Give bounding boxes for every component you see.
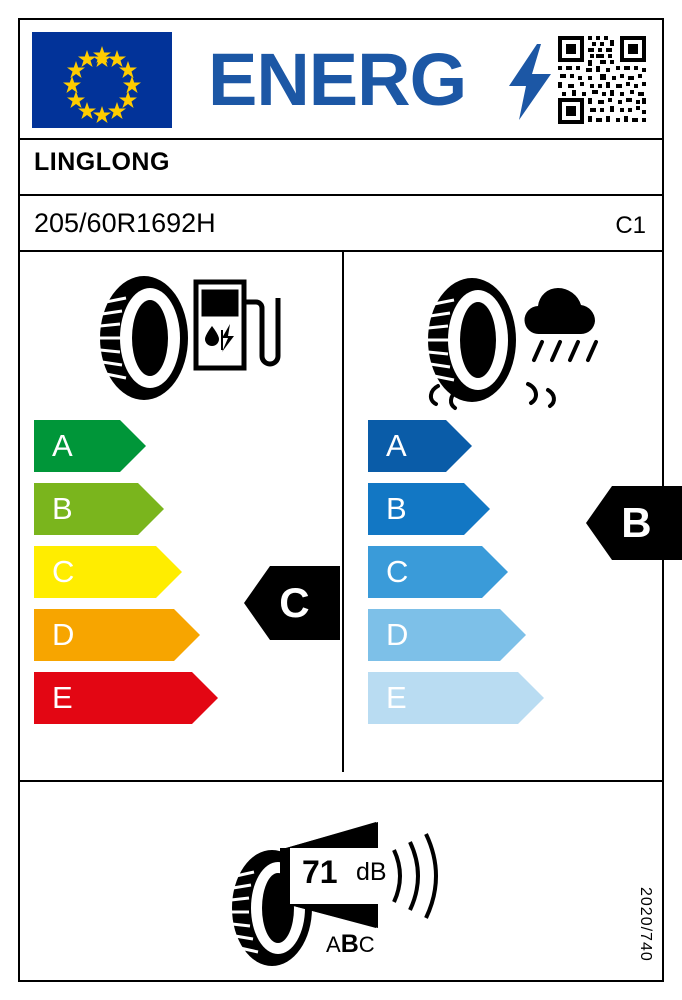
wet-grade-value: B [621,499,652,546]
tyre-size: 205/60R1692H [34,208,216,238]
fuel-band-e-letter: E [52,680,73,715]
divider-top [20,138,662,140]
fuel-band-a-letter: A [52,428,73,463]
divider-size [20,250,662,252]
energy-wordmark: ENERG [208,38,467,121]
noise-class-b: B [340,930,359,958]
noise-class-a: A [326,932,341,957]
wet-band-c-letter: C [386,554,409,589]
wet-band-e-letter: E [386,680,407,715]
noise-section [226,812,456,972]
fuel-pump-icon [92,268,292,413]
wet-grade-marker [586,486,682,560]
divider-noise [20,780,662,782]
center-divider [342,252,344,772]
wet-band-d-letter: D [386,617,409,652]
qr-code-icon [556,34,648,126]
label-header [20,20,662,140]
noise-unit: dB [356,858,387,886]
fuel-band-d-letter: D [52,617,75,652]
noise-class-c: C [358,932,375,957]
wet-band-a-letter: A [386,428,407,463]
fuel-grade-value: C [279,579,310,626]
brand-name: LINGLONG [34,148,170,176]
rain-cloud-tyre-icon [420,268,630,423]
fuel-grade-marker [244,566,340,640]
lightning-bolt-icon [507,44,553,120]
wet-band-b-letter: B [386,491,407,526]
noise-value: 71 [302,854,338,890]
fuel-band-b-letter: B [52,491,73,526]
energy-label-card [18,18,664,982]
divider-brand [20,194,662,196]
noise-class-scale [326,930,375,959]
regulation-code: 2020/740 [637,887,654,962]
eu-flag-icon [32,32,172,128]
tyre-class: C1 [615,212,646,239]
fuel-band-c-letter: C [52,554,75,589]
